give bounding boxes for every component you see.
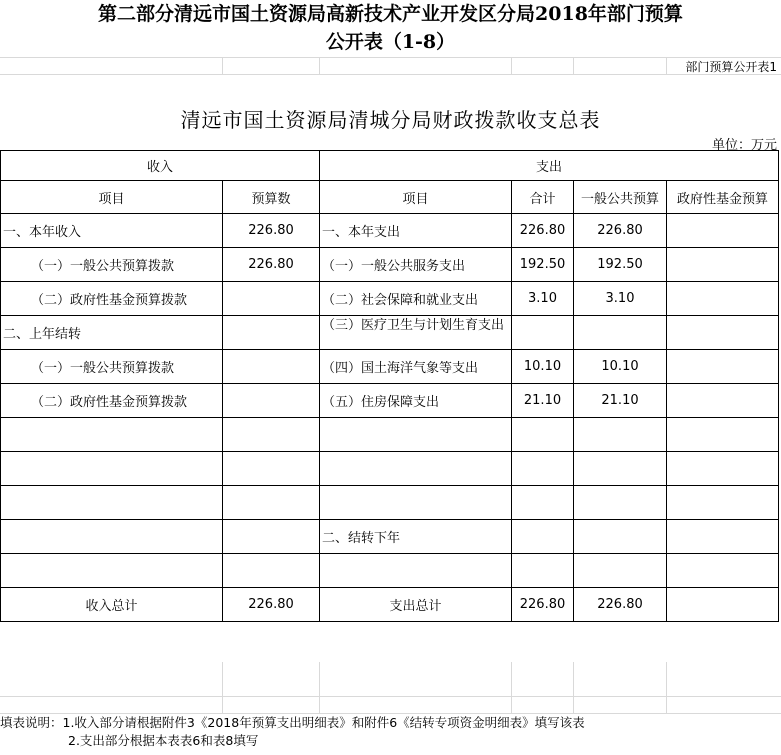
expense-item-cell[interactable]: （五）住房保障支出 [320,384,512,418]
expense-general-cell[interactable] [574,554,667,588]
title-line-2: 公开表（1-8） [325,31,456,53]
income-total-label[interactable]: 收入总计 [1,588,223,622]
table-row [1,418,779,452]
budget-table [0,150,779,622]
expense-item-cell[interactable]: （二）社会保障和就业支出 [320,282,512,316]
income-item-cell[interactable]: 一、本年收入 [1,214,223,248]
income-value-cell[interactable] [223,520,320,554]
expense-total-cell[interactable] [512,520,574,554]
income-value-cell[interactable]: 226.80 [223,248,320,282]
income-value-cell[interactable] [223,350,320,384]
form-code: 部门预算公开表1 [685,60,777,74]
income-value-cell[interactable] [223,316,320,350]
income-item-cell[interactable]: 二、上年结转 [1,316,223,350]
table-row [1,554,779,588]
expense-general-cell[interactable] [574,520,667,554]
expense-general-cell[interactable] [574,316,667,350]
expense-general-cell[interactable]: 192.50 [574,248,667,282]
header-expense[interactable]: 支出 [320,151,779,181]
expense-item-cell[interactable] [320,418,512,452]
note-line-1: 填表说明：1.收入部分请根据附件3《2018年预算支出明细表》和附件6《结转专项资金明细表》填写该表 [0,715,585,730]
expense-fund-cell[interactable] [667,520,779,554]
expense-total-cell[interactable]: 3.10 [512,282,574,316]
header-fund-budget[interactable]: 政府性基金预算 [667,181,779,214]
expense-fund-cell[interactable] [667,282,779,316]
expense-item-cell[interactable] [320,486,512,520]
table-row [1,282,779,316]
header-income-item[interactable]: 项目 [1,181,223,214]
income-item-cell[interactable] [1,452,223,486]
table-row [1,350,779,384]
expense-fund-cell[interactable] [667,214,779,248]
income-item-cell[interactable] [1,520,223,554]
income-item-cell[interactable]: （二）政府性基金预算拨款 [1,384,223,418]
income-value-cell[interactable]: 226.80 [223,214,320,248]
table-subtitle: 清远市国土资源局清城分局财政拨款收支总表 [180,108,601,132]
expense-total-cell[interactable]: 21.10 [512,384,574,418]
expense-fund-cell[interactable] [667,248,779,282]
header-row-sections [1,151,779,181]
expense-general-cell[interactable] [574,452,667,486]
income-item-cell[interactable] [1,486,223,520]
expense-fund-cell[interactable] [667,316,779,350]
income-item-cell[interactable]: （二）政府性基金预算拨款 [1,282,223,316]
expense-total-cell[interactable]: 192.50 [512,248,574,282]
expense-general-cell[interactable]: 3.10 [574,282,667,316]
expense-total-cell[interactable]: 226.80 [512,214,574,248]
expense-item-cell[interactable]: 二、结转下年 [320,520,512,554]
income-item-cell[interactable] [1,554,223,588]
table-row [1,486,779,520]
header-expense-item[interactable]: 项目 [320,181,512,214]
expense-total-cell[interactable] [512,554,574,588]
header-row-columns [1,181,779,214]
expense-fund-cell[interactable] [667,384,779,418]
income-value-cell[interactable] [223,452,320,486]
table-row [1,520,779,554]
table-row [1,248,779,282]
expense-general-cell[interactable]: 226.80 [574,214,667,248]
income-value-cell[interactable] [223,486,320,520]
income-item-cell[interactable]: （一）一般公共预算拨款 [1,350,223,384]
income-item-cell[interactable] [1,418,223,452]
header-general-budget[interactable]: 一般公共预算 [574,181,667,214]
income-value-cell[interactable] [223,282,320,316]
expense-general-cell[interactable]: 10.10 [574,350,667,384]
expense-item-cell[interactable]: （四）国土海洋气象等支出 [320,350,512,384]
title-line-1: 第二部分清远市国土资源局高新技术产业开发区分局2018年部门预算 [98,3,683,25]
totals-row [1,588,779,622]
expense-fund-cell[interactable] [667,350,779,384]
expense-total-value[interactable]: 226.80 [512,588,574,622]
income-item-cell[interactable]: （一）一般公共预算拨款 [1,248,223,282]
expense-general-cell[interactable]: 21.10 [574,384,667,418]
expense-general-cell[interactable] [574,418,667,452]
expense-total-cell[interactable] [512,418,574,452]
expense-item-cell[interactable]: 一、本年支出 [320,214,512,248]
expense-general-cell[interactable] [574,486,667,520]
expense-fund-cell[interactable] [667,452,779,486]
table-row [1,384,779,418]
income-total-value[interactable]: 226.80 [223,588,320,622]
document-title [0,0,781,56]
expense-item-cell[interactable] [320,554,512,588]
expense-total-cell[interactable] [512,316,574,350]
expense-item-cell[interactable]: （三）医疗卫生与计划生育支出 [320,316,512,350]
header-income[interactable]: 收入 [1,151,320,181]
income-value-cell[interactable] [223,418,320,452]
header-total[interactable]: 合计 [512,181,574,214]
expense-total-label[interactable]: 支出总计 [320,588,512,622]
income-value-cell[interactable] [223,554,320,588]
income-value-cell[interactable] [223,384,320,418]
expense-item-cell[interactable]: （一）一般公共服务支出 [320,248,512,282]
expense-fund-cell[interactable] [667,486,779,520]
fill-instructions [0,714,585,750]
note-line-2: 2.支出部分根据本表表6和表8填写 [68,733,259,748]
expense-fund-cell[interactable] [667,418,779,452]
expense-total-cell[interactable]: 10.10 [512,350,574,384]
expense-item-cell[interactable] [320,452,512,486]
header-budget[interactable]: 预算数 [223,181,320,214]
expense-fund-cell[interactable] [667,554,779,588]
table-row [1,452,779,486]
unit-label: 单位：万元 [711,138,777,153]
expense-fund-total[interactable] [667,588,779,622]
table-row [1,316,779,350]
expense-total-cell[interactable] [512,486,574,520]
expense-general-total[interactable]: 226.80 [574,588,667,622]
expense-total-cell[interactable] [512,452,574,486]
table-row [1,214,779,248]
